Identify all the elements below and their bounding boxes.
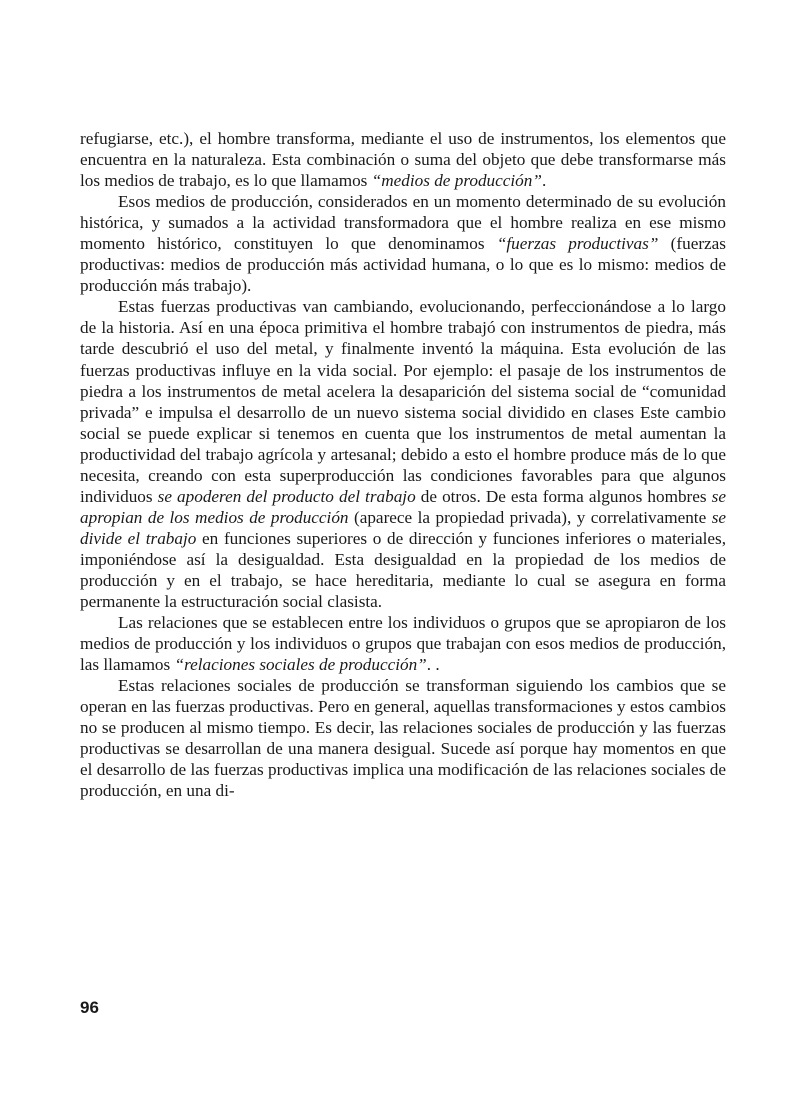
paragraph-1-term-medios: “medios de producción” <box>371 171 542 191</box>
paragraph-3-emphasis-apoderen: se apoderen del producto del trabajo <box>157 486 416 506</box>
paragraph-2-text-2: (fuerzas productivas: medios de producción más actividad humana, o lo que es lo mismo: medios de producción más trabajo). <box>80 234 726 296</box>
paragraph-3-emphasis-apropian: se apropian de los medios de producción <box>80 486 726 527</box>
paragraph-2-term-fuerzas: “fuerzas productivas” <box>496 234 659 254</box>
paragraph-5-text-1: Estas relaciones sociales de producción se transforman siguiendo los cambios que se operan en las fuerzas productivas. Pero en general, aquellas transformaciones y estos cambios no se producen al mismo tiempo. Es decir, las relaciones sociales de producción y las fuerzas productivas se desarrollan de una manera desigual. Sucede así porque hay momentos en que el desarrollo de las fuerzas productivas implica una modificación de las relaciones sociales de producción, en una di- <box>80 676 726 801</box>
paragraph-3 <box>80 296 726 612</box>
paragraph-1-text-1: refugiarse, etc.), el hombre transforma, mediante el uso de instrumentos, los elementos que encuentra en la naturaleza. Esta combinación o suma del objeto que debe transformarse más los medios de trabajo, es lo que llamamos <box>80 129 726 191</box>
paragraph-3-text-1: Estas fuerzas productivas van cambiando, evolucionando, perfeccionándose a lo largo de la historia. Así en una época primitiva el hombre trabajó con instrumentos de piedra, más tarde descubrió el uso del metal, y finalmente inventó la máquina. Esta evolución de las fuerzas productivas influye en la vida social. Por ejemplo: el pasaje de los instrumentos de piedra a los instrumentos de metal acelera la desaparición del sistema social de “comunidad privada” e impulsa el desarrollo de un nuevo sistema social dividido en clases Este cambio social se puede explicar si tenemos en cuenta que los instrumentos de metal aumentan la productividad del trabajo agrícola y artesanal; debido a esto el hombre produce más de lo que necesita, creando con esta superproducción las condiciones favorables para que algunos individuos <box>80 297 726 506</box>
paragraph-4 <box>80 612 726 675</box>
page-number: 96 <box>80 998 99 1017</box>
paragraph-4-text-1: Las relaciones que se establecen entre los individuos o grupos que se apropiaron de los medios de producción y los individuos o grupos que trabajan con esos medios de producción, las llamamos <box>80 613 726 675</box>
paragraph-5 <box>80 675 726 801</box>
paragraph-4-text-2: . . <box>426 655 440 675</box>
paragraph-3-text-3: (aparece la propiedad privada), y correlativamente <box>348 507 712 527</box>
paragraph-4-term-relaciones: “relaciones sociales de producción” <box>174 655 427 675</box>
paragraph-2 <box>80 191 726 296</box>
page-body <box>80 128 726 802</box>
paragraph-2-text-1: Esos medios de producción, considerados en un momento determinado de su evolución histórica, y sumados a la actividad transformadora que el hombre realiza en ese mismo momento histórico, constituyen lo que denominamos <box>80 192 726 254</box>
paragraph-1-text-2: . <box>541 171 547 191</box>
paragraph-1 <box>80 128 726 191</box>
paragraph-3-text-4: en funciones superiores o de dirección y funciones inferiores o materiales, imponiéndose así la desigualdad. Esta desigualdad en la propiedad de los medios de producción y en el trabajo, se hace hereditaria, mediante lo cual se asegura en forma permanente la estructuración social clasista. <box>80 528 727 612</box>
paragraph-3-text-2: de otros. De esta forma algunos hombres <box>415 486 712 506</box>
paragraph-3-emphasis-divide: se divide el trabajo <box>80 507 727 548</box>
